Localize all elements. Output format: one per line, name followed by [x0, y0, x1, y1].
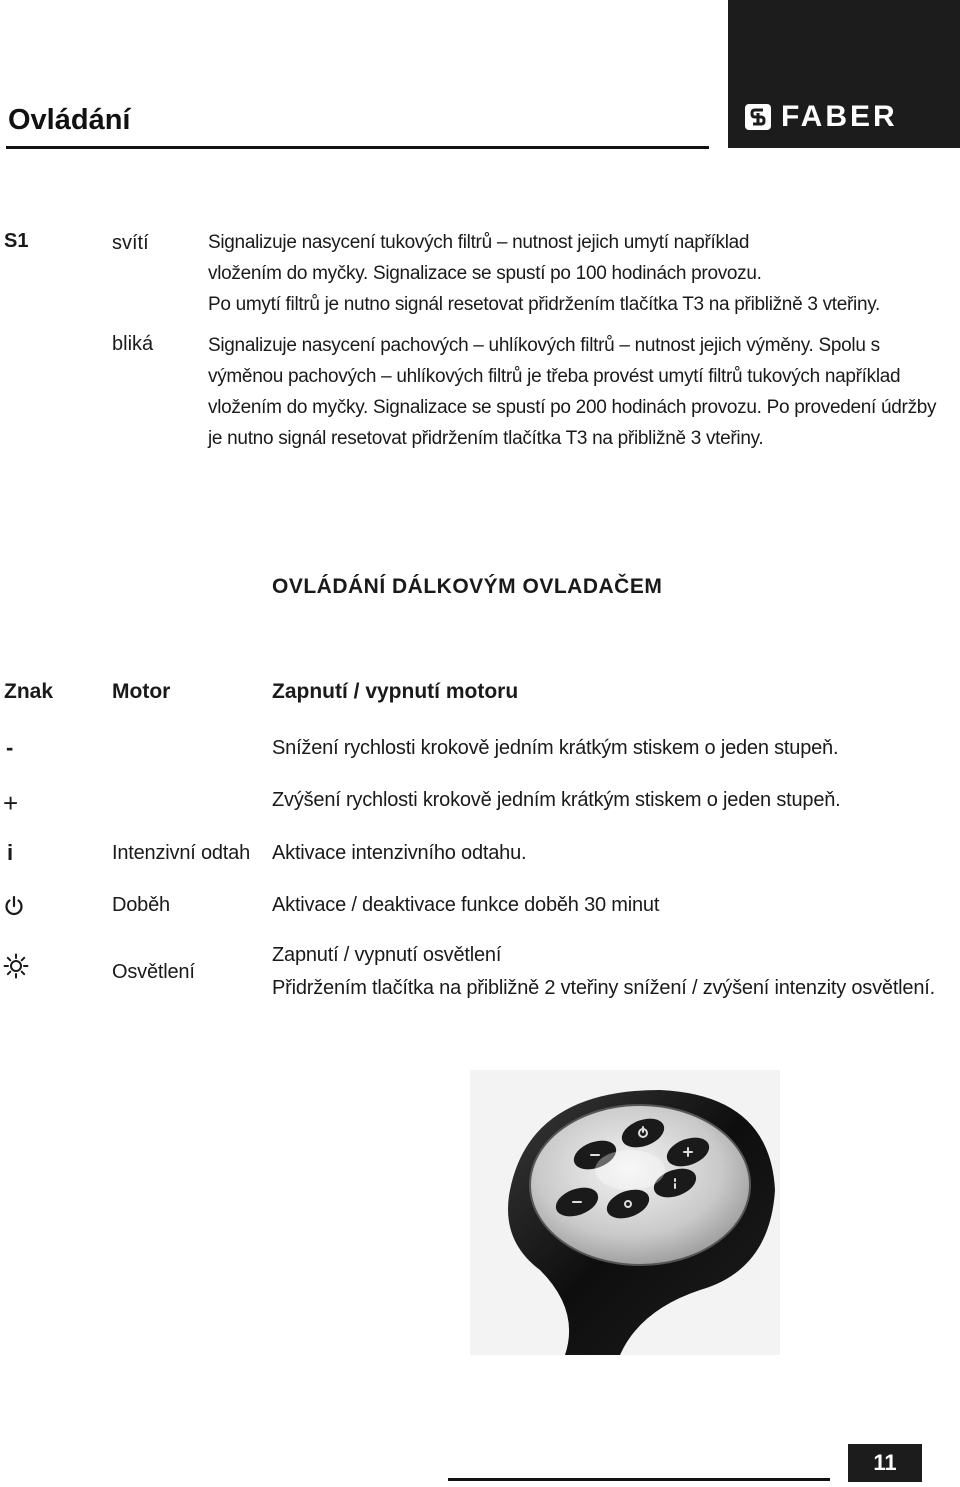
- remote-control-image: [470, 1070, 780, 1355]
- column-header-symbol: Znak: [4, 680, 54, 703]
- brand-name: FABER: [781, 100, 898, 133]
- row-description: Zapnutí / vypnutí osvětlení: [272, 944, 502, 966]
- title-divider: [6, 146, 709, 149]
- description-line: výměnou pachových – uhlíkových filtrů je třeba provést umytí filtrů tukových například: [208, 366, 901, 387]
- page-title: Ovládání: [8, 104, 131, 136]
- description-line: Signalizuje nasycení tukových filtrů – nutnost jejich umytí například: [208, 232, 750, 253]
- row-description: Aktivace / deaktivace funkce doběh 30 minut: [272, 894, 660, 916]
- row-description: Snížení rychlosti krokově jedním krátkým stiskem o jeden stupeň.: [272, 737, 839, 759]
- description-line: Po umytí filtrů je nutno signál resetovat přidržením tlačítka T3 na přibližně 3 vteřiny.: [208, 294, 880, 315]
- description-line: vložením do myčky. Signalizace se spustí po 200 hodinách provozu. Po provedení údržby: [208, 397, 937, 418]
- state-blink-label: bliká: [112, 333, 154, 355]
- minus-icon: -: [6, 735, 14, 760]
- plus-icon: +: [3, 788, 19, 818]
- column-header-description: Zapnutí / vypnutí motoru: [272, 680, 519, 703]
- faber-logo-icon: [745, 104, 771, 130]
- state-blink-description: [208, 330, 936, 454]
- description-line: vložením do myčky. Signalizace se spustí po 100 hodinách provozu.: [208, 263, 762, 284]
- row-function: Doběh: [112, 894, 170, 916]
- row-description: Přidržením tlačítka na přibližně 2 vteřiny snížení / zvýšení intenzity osvětlení.: [272, 977, 935, 999]
- info-icon: i: [7, 840, 14, 865]
- footer-divider: [448, 1478, 830, 1481]
- row-description: Zvýšení rychlosti krokově jedním krátkým stiskem o jeden stupeň.: [272, 789, 841, 811]
- row-description: Aktivace intenzivního odtahu.: [272, 842, 527, 864]
- column-header-function: Motor: [112, 680, 171, 703]
- state-on-label: svítí: [112, 232, 149, 254]
- state-on-description: [208, 227, 880, 320]
- power-icon: [3, 895, 25, 917]
- row-function: Intenzivní odtah: [112, 842, 251, 864]
- description-line: je nutno signál resetovat přidržením tlačítka T3 na přibližně 3 vteřiny.: [208, 428, 764, 449]
- light-icon: [3, 953, 29, 979]
- row-function: Osvětlení: [112, 961, 195, 983]
- page-number: 11: [848, 1444, 922, 1482]
- section-heading: OVLÁDÁNÍ DÁLKOVÝM OVLADAČEM: [272, 575, 663, 598]
- indicator-key: S1: [4, 230, 29, 252]
- description-line: Signalizuje nasycení pachových – uhlíkových filtrů – nutnost jejich výměny. Spolu s: [208, 335, 880, 356]
